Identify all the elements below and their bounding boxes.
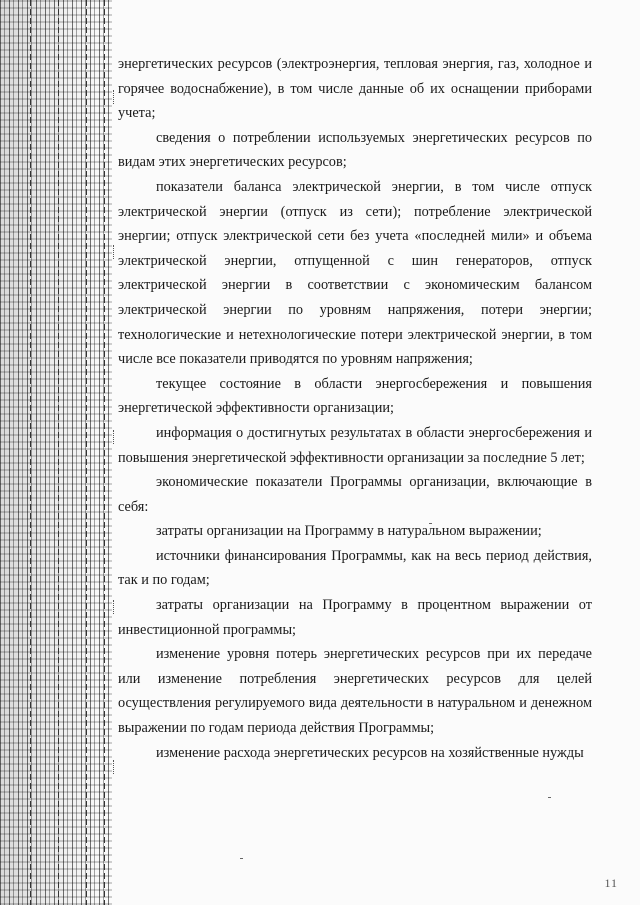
paragraph: сведения о потреблении используемых энергетических ресурсов по видам этих энергетических ресурсов; — [118, 129, 592, 171]
paragraph: показатели баланса электрической энергии, в том числе отпуск электрической энергии (отпуск из сети); потребление электрической энергии; отпуск электрической сети без учета «последней мили» и объема электрической энергии, отпущенной с шин генераторов, отпуск электрической энергии в соответствии с экономическим балансом электрической энергии по уровням напряжения, потери энергии; технологические и нетехнологические потери электрической энергии, в том числе все показатели приводятся по уровням напряжения; — [118, 178, 592, 368]
scan-speck — [240, 858, 243, 859]
binding-line — [104, 0, 105, 905]
paragraph: энергетических ресурсов (электроэнергия, тепловая энергия, газ, холодное и горячее водоснабжение), в том числе данные об их оснащении приборами учета; — [118, 56, 592, 122]
binding-line — [58, 0, 59, 905]
paragraph: затраты организации на Программу в процентном выражении от инвестиционной программы; — [118, 597, 592, 638]
paragraph: затраты организации на Программу в натуральном выражении; — [156, 523, 542, 540]
paragraph: экономические показатели Программы организации, включающие в себя: — [118, 474, 592, 515]
page-mark: 11 — [604, 876, 618, 890]
paragraph: источники финансирования Программы, как на весь период действия, так и по годам; — [118, 547, 592, 589]
scan-speck — [548, 797, 551, 798]
paragraph: информация о достигнутых результатах в области энергосбережения и повышения энергетической эффективности организации за последние 5 лет; — [118, 424, 592, 466]
document-body — [118, 52, 592, 765]
paragraph: изменение расхода энергетических ресурсов на хозяйственные нужды — [156, 744, 584, 761]
binding-line — [30, 0, 31, 905]
binding-edge — [0, 0, 112, 905]
paragraph: текущее состояние в области энергосбережения и повышения энергетической эффективности организации; — [118, 375, 592, 417]
binding-line — [86, 0, 87, 905]
paragraph: изменение уровня потерь энергетических ресурсов при их передаче или изменение потребления энергетических ресурсов для целей осуществления регулируемого вида деятельности в натуральном и денежном выражении по годам периода действия Программы; — [118, 646, 592, 737]
